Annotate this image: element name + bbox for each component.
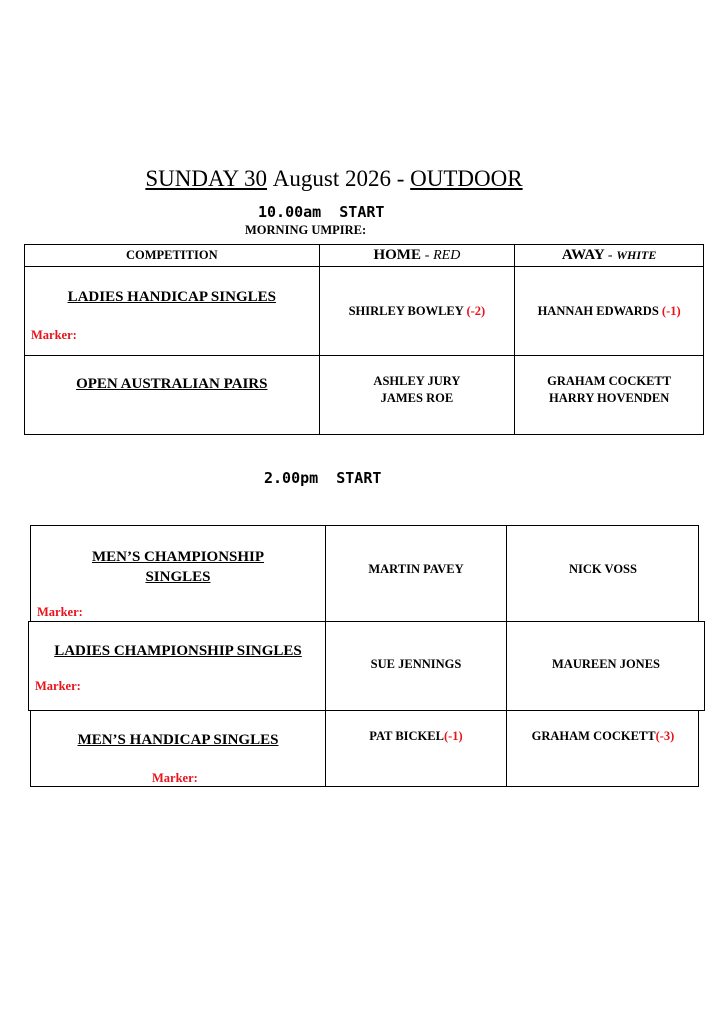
header-home-label: HOME	[373, 247, 421, 263]
header-competition: COMPETITION	[25, 245, 320, 267]
competition-name: OPEN AUSTRALIAN PAIRS	[76, 376, 268, 392]
away-player-cell	[507, 727, 699, 745]
title-date: August 2026	[272, 166, 391, 191]
competition-line-1: MEN’S CHAMPIONSHIP	[91, 549, 265, 565]
home-handicap: (-1)	[443, 728, 463, 743]
home-player-name: PAT BICKEL	[369, 728, 444, 743]
header-home-color: RED	[433, 248, 461, 263]
home-player-2: JAMES ROE	[380, 391, 454, 405]
away-handicap: (-3)	[655, 728, 675, 743]
away-player-2: HARRY HOVENDEN	[548, 391, 670, 405]
away-players-cell	[515, 356, 704, 435]
away-player-name: GRAHAM COCKETT	[531, 728, 656, 743]
away-player-cell	[515, 267, 704, 356]
competition-cell	[25, 356, 320, 435]
page-title	[0, 166, 668, 192]
morning-umpire-label: MORNING UMPIRE:	[245, 223, 367, 237]
home-player-cell	[319, 267, 515, 356]
title-venue: OUTDOOR	[410, 166, 523, 191]
afternoon-start-time: 2.00pm START	[264, 469, 382, 487]
table-row	[25, 267, 704, 356]
marker-label: Marker:	[152, 771, 198, 785]
competition-name: MEN’S HANDICAP SINGLES	[77, 732, 279, 748]
competition-line-2: SINGLES	[145, 569, 211, 585]
away-player-name: HANNAH EDWARDS	[537, 303, 659, 318]
morning-fixtures-table	[24, 244, 704, 435]
away-player-name: MAUREEN JONES	[552, 656, 660, 671]
header-away-label: AWAY	[561, 247, 605, 263]
home-player-1: ASHLEY JURY	[373, 374, 461, 388]
competition-name	[30, 547, 326, 587]
away-player-1: GRAHAM COCKETT	[547, 374, 672, 388]
title-day: SUNDAY 30	[145, 166, 268, 191]
home-players-cell	[319, 356, 515, 435]
away-handicap: (-1)	[661, 303, 681, 318]
morning-header-row	[25, 245, 704, 267]
header-away-sep: -	[607, 248, 613, 263]
away-player-name: NICK VOSS	[569, 561, 637, 576]
home-player-name: SUE JENNINGS	[370, 656, 462, 671]
home-player-name: SHIRLEY BOWLEY	[348, 303, 464, 318]
header-home-sep: -	[424, 248, 430, 263]
morning-start-time: 10.00am START	[258, 203, 385, 221]
home-player-name: MARTIN PAVEY	[368, 561, 464, 576]
marker-label: Marker:	[31, 328, 77, 342]
home-handicap: (-2)	[466, 303, 486, 318]
table-row	[25, 356, 704, 435]
header-away	[515, 245, 704, 267]
competition-name: LADIES CHAMPIONSHIP SINGLES	[54, 643, 302, 659]
marker-label: Marker:	[35, 679, 81, 693]
header-away-color: WHITE	[616, 248, 657, 262]
title-separator: -	[396, 166, 405, 191]
marker-label: Marker:	[37, 605, 83, 619]
competition-cell	[25, 267, 320, 356]
competition-name: LADIES HANDICAP SINGLES	[67, 289, 276, 305]
home-player-cell	[326, 727, 506, 745]
header-home	[319, 245, 515, 267]
column-divider	[506, 710, 507, 787]
